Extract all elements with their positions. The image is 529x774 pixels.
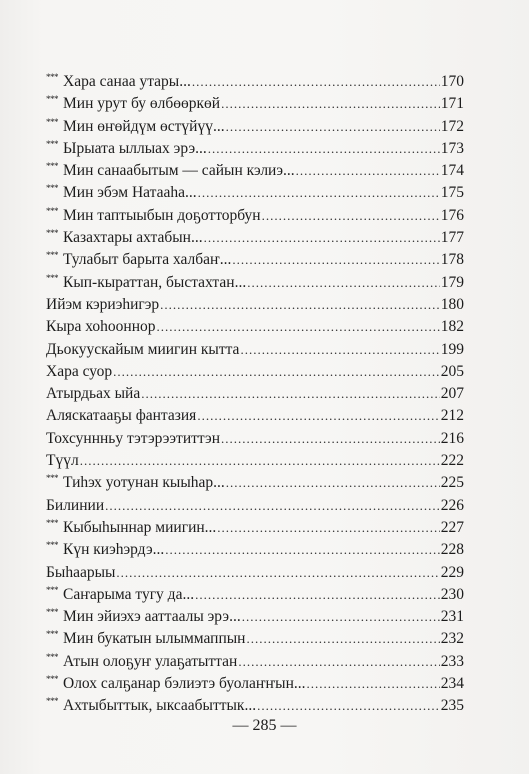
asterism-marker: *** [46,629,58,640]
toc-entry [46,93,464,115]
dot-leader [157,316,440,338]
dot-leader [240,339,439,361]
dot-leader [204,227,440,249]
toc-entry [46,517,464,539]
toc-entry-title: Мин букатын ылыммаппын [63,630,246,648]
toc-entry-page: 173 [440,139,464,157]
asterism-marker: *** [46,250,58,261]
toc-entry-title: Кып-кыраттан, быстахтан... [63,273,247,291]
dot-leader [197,405,439,427]
asterism-marker: *** [46,72,58,82]
toc-entry-page: 172 [440,117,464,135]
dot-leader [307,673,440,695]
toc-entry [46,606,464,628]
asterism-marker: *** [46,584,58,595]
dot-leader [221,93,440,115]
toc-entry [46,695,464,717]
toc-entry [46,584,464,606]
toc-entry-page: 234 [440,675,464,693]
dot-leader [141,383,440,405]
toc-entry [46,383,464,405]
asterism-marker: *** [46,183,58,194]
dot-leader [226,472,440,494]
toc-entry-title: Түүл [46,452,79,470]
asterism-marker: *** [46,473,58,484]
toc-entry-page: 225 [440,474,464,492]
toc-entry-title: Ахтыбыттык, ыксаабыттык... [63,697,257,715]
toc-entry [46,249,464,271]
toc-entry [46,539,464,561]
toc-entry-page: 176 [440,206,464,224]
toc-entry-page: 171 [440,95,464,113]
asterism-marker: *** [46,116,58,127]
toc-entry-page: 226 [440,496,464,514]
dot-leader [198,182,440,204]
toc-entry [46,116,464,138]
asterism-marker: *** [46,696,58,707]
toc-entry-page: 177 [440,229,464,247]
dot-leader [242,606,440,628]
dot-leader [246,628,439,650]
dot-leader [217,517,439,539]
toc-entry [46,294,464,316]
dot-leader [105,495,440,517]
dot-leader [296,160,440,182]
dot-leader [257,695,440,717]
toc-entry-title: Олох салҕанар бэлиэтэ буолаҥҥын... [63,675,306,693]
toc-entry [46,428,464,450]
toc-entry-page: 227 [440,518,464,536]
toc-entry-title: Дьокуускайым миигин кытта [46,340,240,358]
toc-entry-title: Мин санаабытым — сайын кэлиэ... [63,162,295,180]
toc-entry-title: Тулабыт барыта халбаҥ... [63,251,232,269]
toc-entry-title: Атын олоҕуҥ улаҕатыттан [63,652,238,670]
toc-entry [46,339,464,361]
asterism-marker: *** [46,651,58,662]
toc-entry [46,405,464,427]
toc-entry-title: Ийэм кэриэһигэр [46,295,160,313]
toc-entry-page: 230 [440,585,464,603]
toc-entry-title: Мин өҥөйдүм өстүйүү... [63,117,225,135]
toc-entry [46,138,464,160]
dot-leader [232,249,439,271]
toc-entry [46,361,464,383]
dot-leader [238,651,439,673]
toc-entry [46,673,464,695]
toc-entry-title: Билинии [46,496,105,514]
toc-entry [46,272,464,294]
toc-entry [46,495,464,517]
asterism-marker: *** [46,272,58,283]
dot-leader [221,428,440,450]
toc-entry-page: 180 [440,295,464,313]
dot-leader [226,116,440,138]
toc-entry-page: 178 [440,251,464,269]
dot-leader [113,361,440,383]
dot-leader [247,272,440,294]
asterism-marker: *** [46,674,58,685]
toc-entry-title: Кыбыһыннар миигин... [63,518,217,536]
toc-entry-page: 229 [440,563,464,581]
dot-leader [116,562,439,584]
toc-entry-title: Хара санаа утары... [63,73,191,90]
toc-entry [46,205,464,227]
toc-entry-page: 199 [440,340,464,358]
dot-leader [165,539,440,561]
asterism-marker: *** [46,205,58,216]
toc-entry [46,628,464,650]
toc-entry [46,450,464,472]
dot-leader [195,584,440,606]
toc-entry-title: Быһаарыы [46,563,116,581]
toc-entry-title: Мин эбэм Натааһа... [63,184,197,202]
toc-entry-title: Ырыата ыллыах эрэ... [63,139,207,157]
dot-leader [262,205,440,227]
toc-entry [46,71,464,93]
asterism-marker: *** [46,228,58,239]
toc-entry-title: Күн киэһэрдэ... [63,541,165,559]
toc-entry [46,562,464,584]
toc-entry-title: Мин таптыыбын доҕотторбун [63,206,261,224]
toc-entry-page: 232 [440,630,464,648]
toc-entry-page: 231 [440,608,464,626]
toc-entry [46,182,464,204]
asterism-marker: *** [46,540,58,551]
dot-leader [208,138,440,160]
toc-entry-title: Мин эйиэхэ ааттаалы эрэ... [63,608,241,626]
toc-entry-page: 179 [440,273,464,291]
toc-entry-title: Тиһэх уотунан кыыһар... [63,474,225,492]
toc-entry-title: Аляскатааҕы фантазия [46,407,197,425]
asterism-marker: *** [46,161,58,172]
dot-leader [192,71,440,93]
toc-entry-page: 216 [440,429,464,447]
asterism-marker: *** [46,517,58,528]
toc-entry-title: Саҥарыма тугу да... [63,585,195,603]
toc-entry-page: 175 [440,184,464,202]
table-of-contents [46,71,464,718]
toc-entry-page: 222 [440,452,464,470]
toc-entry-title: Тохсуннньу тэтэрээтиттэн [46,429,220,447]
toc-entry [46,227,464,249]
toc-entry [46,651,464,673]
asterism-marker: *** [46,138,58,149]
toc-entry-page: 233 [440,652,464,670]
asterism-marker: *** [46,607,58,618]
toc-entry-title: Казахтары ахтабын... [63,229,203,247]
toc-entry-page: 212 [440,407,464,425]
toc-entry-title: Кыра хоһооннор [46,318,156,336]
toc-entry-page: 170 [440,73,464,90]
toc-entry [46,160,464,182]
toc-entry-title: Атырдьах ыйа [46,385,141,403]
dot-leader [80,450,440,472]
toc-entry-page: 205 [440,362,464,380]
toc-entry-page: 235 [440,697,464,715]
page-number: — 285 — [232,717,297,734]
toc-entry [46,472,464,494]
asterism-marker: *** [46,94,58,105]
toc-entry-title: Мин урут бу өлбөөркөй [63,95,221,113]
toc-entry-title: Хара суор [46,362,113,380]
toc-entry-page: 182 [440,318,464,336]
dot-leader [160,294,440,316]
toc-entry-page: 207 [440,385,464,403]
toc-entry-page: 174 [440,162,464,180]
toc-entry [46,316,464,338]
toc-entry-page: 228 [440,541,464,559]
